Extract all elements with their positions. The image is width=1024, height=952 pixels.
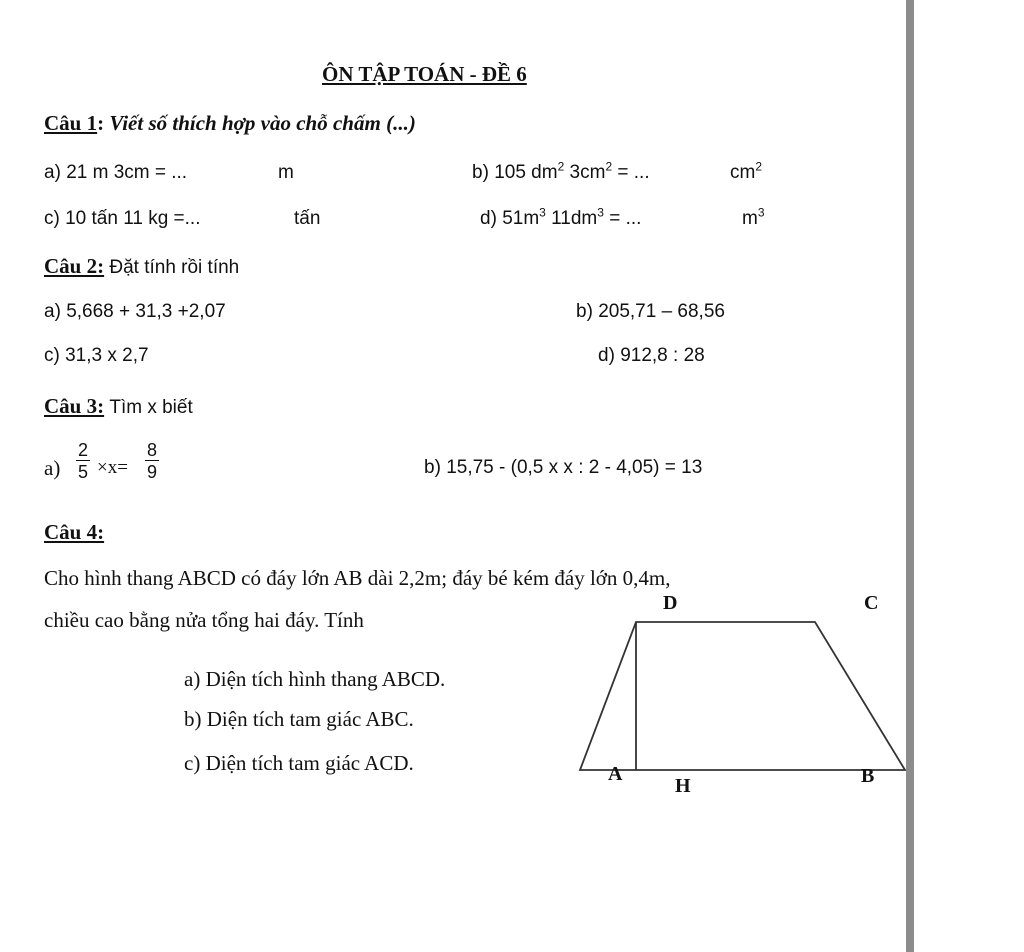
q3-a-middle: ×x= [97, 457, 128, 478]
q1-a-unit: m [278, 162, 294, 183]
q2-a-prefix: a) [44, 301, 61, 322]
q1-d-part2: 11dm [545, 208, 598, 229]
q1-b-part2: 3cm [564, 162, 606, 183]
q3-b-prefix: b) [424, 457, 441, 478]
q2-instruction: Đặt tính rồi tính [109, 257, 240, 278]
q4-item-a: a) Diện tích hình thang ABCD. [184, 667, 446, 691]
q1-d-prefix: d) [480, 208, 497, 229]
vertex-label-b: B [861, 765, 875, 787]
q1-d-part1: 51m [502, 208, 540, 229]
q3-a-frac1-numerator: 2 [78, 440, 89, 460]
page-edge-shadow [906, 0, 914, 952]
q2-d-prefix: d) [598, 345, 615, 366]
q1-label: Câu 1 [44, 111, 98, 135]
q1-b-sup1: 2 [557, 159, 565, 174]
q3-a-frac2-denominator: 9 [147, 462, 158, 482]
q1-b-sup2: 2 [605, 159, 613, 174]
q1-d-unit-sup: 3 [757, 205, 765, 220]
q1-b-part1: 105 dm [494, 162, 558, 183]
q4-line-2: chiều cao bằng nửa tổng hai đáy. Tính [44, 608, 364, 632]
workspace-background [914, 0, 1024, 952]
q1-c-prefix: c) [44, 208, 60, 229]
q1-colon: : [97, 111, 105, 135]
vertex-label-d: D [663, 592, 678, 614]
q2-c-expr: 31,3 x 2,7 [65, 345, 149, 366]
trapezoid-abcd [580, 622, 905, 770]
q1-b-prefix: b) [472, 162, 489, 183]
q2-a-expr: 5,668 + 31,3 +2,07 [66, 301, 226, 322]
q1-b-unit-sup: 2 [755, 159, 763, 174]
q3-a-prefix: a) [44, 456, 61, 480]
q1-d-part3: = ... [603, 208, 642, 229]
q2-label: Câu 2: [44, 254, 105, 278]
q1-d-unit-text: m [742, 208, 758, 229]
q3-instruction: Tìm x biết [109, 397, 193, 418]
q4-item-b: b) Diện tích tam giác ABC. [184, 707, 414, 731]
q1-a-expr: 21 m 3cm = ... [66, 162, 188, 183]
q2-c-prefix: c) [44, 345, 60, 366]
q3-a-frac2-numerator: 8 [147, 440, 158, 460]
vertex-label-a: A [608, 763, 623, 785]
vertex-label-c: C [864, 592, 879, 614]
page-title: ÔN TẬP TOÁN - ĐỀ 6 [322, 62, 527, 86]
q1-d-sup1: 3 [539, 205, 546, 220]
q2-d-expr: 912,8 : 28 [620, 345, 705, 366]
q1-b-part3: = ... [612, 162, 650, 183]
q1-c-unit: tấn [294, 208, 321, 229]
q1-c-expr: 10 tấn 11 kg =... [65, 208, 201, 229]
q1-instruction: Viết số thích hợp vào chỗ chấm (...) [109, 111, 416, 135]
q1-a-prefix: a) [44, 162, 61, 183]
q4-item-c: c) Diện tích tam giác ACD. [184, 751, 414, 775]
q3-b-expr: 15,75 - (0,5 x x : 2 - 4,05) = 13 [446, 457, 703, 478]
q3-a-frac1-denominator: 5 [78, 462, 89, 482]
q1-d-sup2: 3 [597, 205, 604, 220]
q1-b-unit-text: cm [730, 162, 756, 183]
vertex-label-h: H [675, 775, 691, 797]
q2-b-expr: 205,71 – 68,56 [598, 301, 725, 322]
q3-label: Câu 3: [44, 394, 105, 418]
q4-label: Câu 4: [44, 520, 105, 544]
q2-b-prefix: b) [576, 301, 593, 322]
q4-line-1: Cho hình thang ABCD có đáy lớn AB dài 2,2m; đáy bé kém đáy lớn 0,4m, [44, 566, 671, 590]
